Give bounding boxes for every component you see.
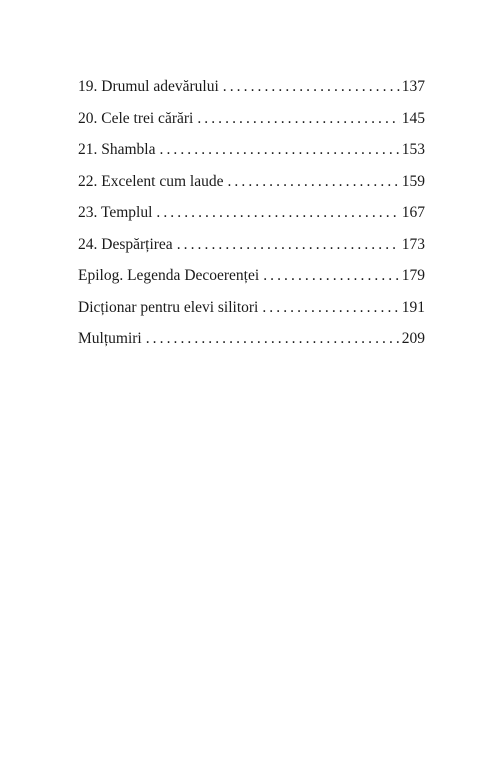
toc-entry-title: Mulțumiri (78, 330, 142, 347)
toc-entry-page: 167 (401, 204, 425, 221)
toc-entry-page: 191 (401, 298, 425, 316)
toc-entry-page: 173 (401, 235, 425, 253)
toc-entry-24 (78, 229, 425, 261)
toc-entry-22 (78, 166, 425, 198)
toc-entry-23 (78, 197, 425, 229)
toc-entry-19 (78, 71, 425, 103)
toc-entry-21 (78, 134, 425, 166)
toc-dot-leader (177, 229, 400, 261)
toc-entry-page: 137 (401, 78, 425, 95)
toc-dot-leader (197, 103, 399, 135)
toc-entry-page: 159 (401, 172, 425, 190)
toc-dot-leader (223, 71, 400, 103)
toc-entry-title: 22. Excelent cum laude (78, 172, 224, 190)
toc-dot-leader (263, 260, 400, 292)
toc-entry-title: 20. Cele trei cărări (78, 109, 194, 127)
toc-entry-page: 153 (401, 141, 425, 158)
toc-dot-leader (227, 166, 399, 198)
toc-entry-acknowledgements (78, 323, 425, 355)
table-of-contents (78, 71, 425, 355)
toc-entry-title: 24. Despărțirea (78, 235, 173, 253)
toc-dot-leader (146, 323, 400, 355)
toc-entry-page: 209 (401, 330, 425, 347)
toc-entry-title: 19. Drumul adevărului (78, 78, 219, 95)
toc-dot-leader (160, 134, 400, 166)
toc-entry-20 (78, 103, 425, 135)
toc-dot-leader (156, 197, 399, 229)
toc-dot-leader (262, 292, 399, 324)
toc-entry-page: 145 (401, 109, 425, 127)
toc-entry-title: 21. Shambla (78, 141, 156, 158)
toc-entry-page: 179 (401, 267, 425, 284)
toc-entry-dictionary (78, 292, 425, 324)
toc-entry-epilog (78, 260, 425, 292)
toc-entry-title: 23. Templul (78, 204, 153, 221)
toc-entry-title: Epilog. Legenda Decoerenței (78, 267, 260, 284)
toc-entry-title: Dicționar pentru elevi silitori (78, 298, 259, 316)
